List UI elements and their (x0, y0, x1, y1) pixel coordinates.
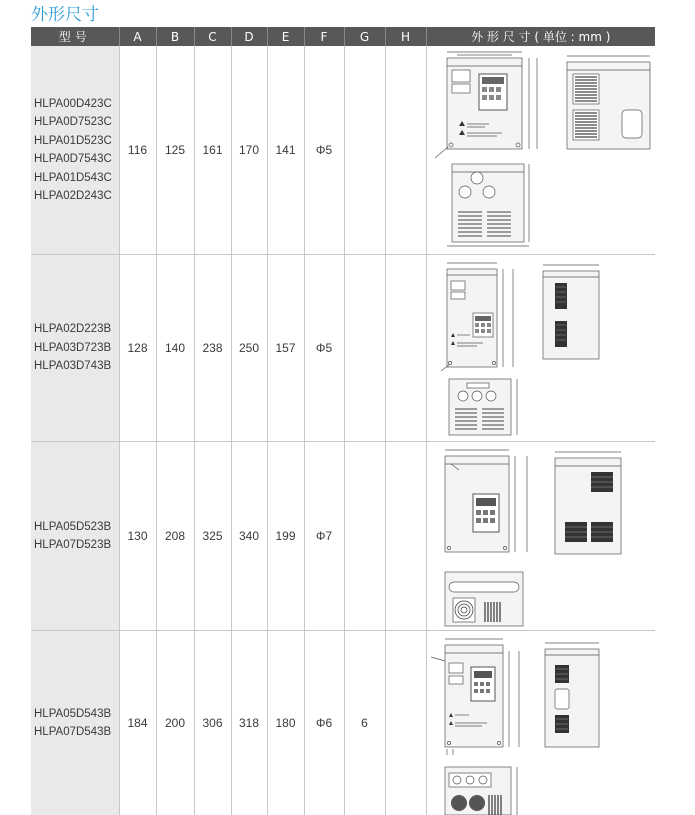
dim-f: Φ7 (304, 442, 344, 631)
dim-a: 184 (119, 631, 156, 815)
dim-b: 200 (156, 631, 194, 815)
dimension-drawing (427, 631, 656, 815)
table-row (31, 442, 655, 631)
dim-c: 238 (194, 255, 231, 442)
dim-e: 199 (267, 442, 304, 631)
dim-d: 170 (231, 46, 267, 255)
dim-g (344, 46, 385, 255)
dim-g (344, 255, 385, 442)
dim-c: 161 (194, 46, 231, 255)
header-b: B (156, 27, 194, 46)
dim-d: 250 (231, 255, 267, 442)
page-title: 外形尺寸 (31, 4, 99, 26)
model-cell (31, 46, 119, 255)
front-view (441, 263, 513, 371)
model-name: HLPA01D523C (34, 132, 119, 151)
front-view (435, 52, 537, 158)
model-name: HLPA05D543B (34, 705, 119, 724)
model-name: HLPA02D223B (34, 320, 119, 339)
dim-f: Φ5 (304, 46, 344, 255)
model-cell (31, 255, 119, 442)
drawing-cell (426, 46, 655, 255)
bottom-view (445, 572, 523, 626)
dimension-drawing (427, 46, 656, 254)
dimension-drawing (427, 255, 656, 441)
dim-c: 306 (194, 631, 231, 815)
model-name: HLPA0D7523C (34, 113, 119, 132)
side-view (567, 56, 650, 149)
header-model: 型号 (31, 27, 119, 46)
model-name: HLPA00D423C (34, 95, 119, 114)
front-view (445, 450, 527, 552)
model-name: HLPA01D543C (34, 169, 119, 188)
header-a: A (119, 27, 156, 46)
dim-h (385, 442, 426, 631)
dim-b: 125 (156, 46, 194, 255)
table-row (31, 631, 655, 815)
dim-e: 157 (267, 255, 304, 442)
drawing-cell (426, 631, 655, 815)
dim-h (385, 255, 426, 442)
header-c: C (194, 27, 231, 46)
table-row (31, 255, 655, 442)
model-name: HLPA03D743B (34, 357, 119, 376)
dimensions-table (31, 27, 655, 815)
dim-e: 180 (267, 631, 304, 815)
header-e: E (267, 27, 304, 46)
dim-c: 325 (194, 442, 231, 631)
dim-g (344, 442, 385, 631)
side-view (543, 265, 599, 359)
dim-h (385, 631, 426, 815)
dim-g: 6 (344, 631, 385, 815)
dim-a: 130 (119, 442, 156, 631)
bottom-view (449, 379, 517, 435)
model-name: HLPA07D543B (34, 723, 119, 742)
table-row (31, 46, 655, 255)
dim-b: 208 (156, 442, 194, 631)
dim-a: 128 (119, 255, 156, 442)
side-view (545, 643, 599, 747)
bottom-view (447, 164, 529, 246)
dim-h (385, 46, 426, 255)
dim-e: 141 (267, 46, 304, 255)
dim-f: Φ5 (304, 255, 344, 442)
header-d: D (231, 27, 267, 46)
model-cell (31, 442, 119, 631)
model-name: HLPA02D243C (34, 187, 119, 206)
bottom-view (445, 767, 517, 815)
model-name: HLPA05D523B (34, 518, 119, 537)
model-name: HLPA0D7543C (34, 150, 119, 169)
header-row (31, 27, 655, 46)
dimension-drawing (427, 442, 656, 630)
dim-b: 140 (156, 255, 194, 442)
header-f: F (304, 27, 344, 46)
drawing-cell (426, 255, 655, 442)
model-name: HLPA07D523B (34, 536, 119, 555)
drawing-cell (426, 442, 655, 631)
header-drawing: 外 形 尺 寸 ( 单位 : mm ) (426, 27, 655, 46)
model-name: HLPA03D723B (34, 339, 119, 358)
model-cell (31, 631, 119, 815)
dim-a: 116 (119, 46, 156, 255)
header-g: G (344, 27, 385, 46)
dim-d: 340 (231, 442, 267, 631)
side-view (555, 452, 621, 554)
dim-f: Φ6 (304, 631, 344, 815)
front-view (431, 639, 519, 755)
header-h: H (385, 27, 426, 46)
dim-d: 318 (231, 631, 267, 815)
